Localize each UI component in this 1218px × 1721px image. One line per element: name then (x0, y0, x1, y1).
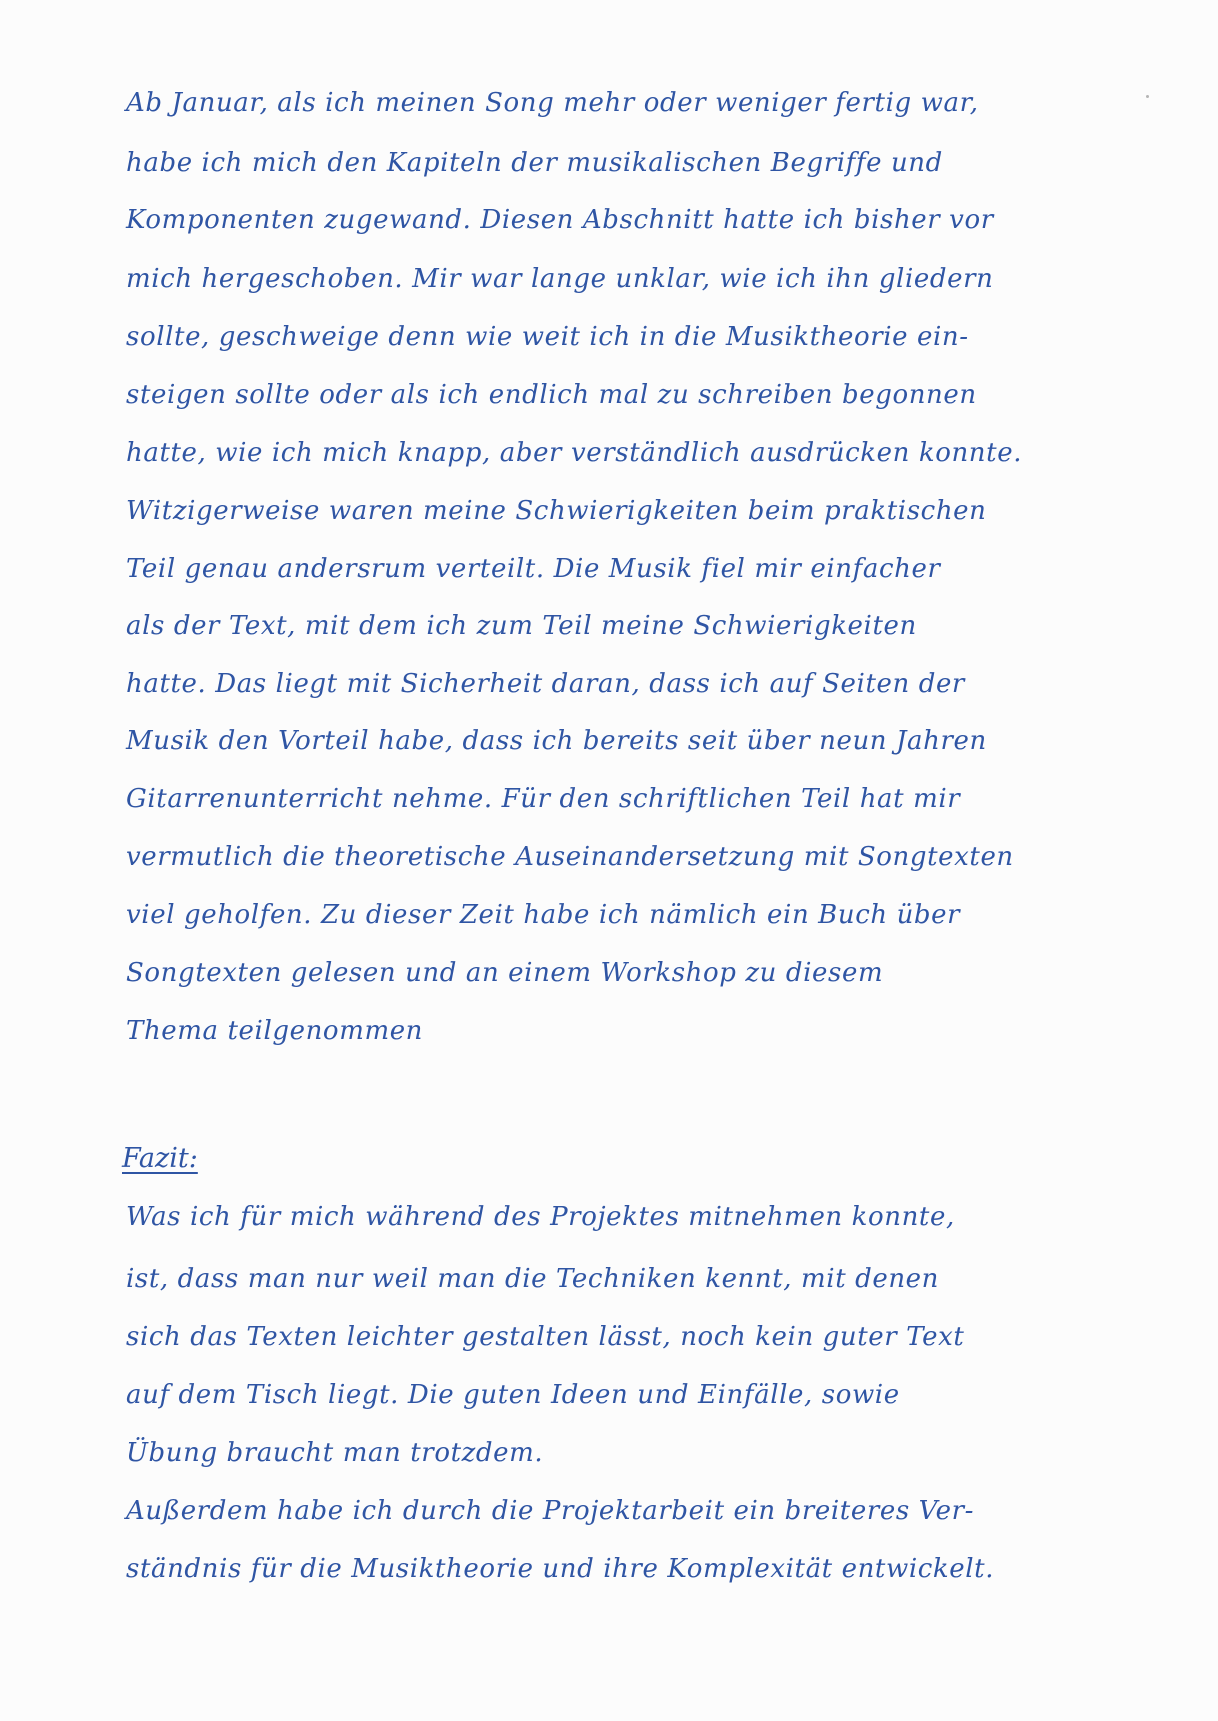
paragraph-2-line: Übung braucht man trotzdem. (126, 1438, 544, 1468)
paragraph-2-line: sich das Texten leichter gestalten lässt, noch kein guter Text (126, 1322, 965, 1352)
section-heading-fazit: Fazit: (122, 1143, 198, 1174)
paragraph-2-line: Außerdem habe ich durch die Projektarbeit ein breiteres Ver- (126, 1496, 975, 1526)
paragraph-2-line: ist, dass man nur weil man die Techniken kennt, mit denen (126, 1264, 940, 1294)
paragraph-1-line: Komponenten zugewand. Diesen Abschnitt hatte ich bisher vor (126, 205, 994, 235)
paragraph-1-line: sollte, geschweige denn wie weit ich in die Musiktheorie ein- (126, 322, 969, 352)
paragraph-1-line: Musik den Vorteil habe, dass ich bereits seit über neun Jahren (126, 726, 987, 756)
paragraph-1-line: habe ich mich den Kapiteln der musikalischen Begriffe und (126, 148, 943, 178)
paragraph-1-line: als der Text, mit dem ich zum Teil meine Schwierigkeiten (126, 611, 917, 641)
paragraph-1-line: Thema teilgenommen (126, 1016, 424, 1046)
paragraph-1-line: vermutlich die theoretische Auseinandersetzung mit Songtexten (126, 842, 1014, 872)
paragraph-1-line: Teil genau andersrum verteilt. Die Musik fiel mir einfacher (126, 554, 941, 584)
paragraph-1-line: hatte, wie ich mich knapp, aber verständlich ausdrücken konnte. (126, 438, 1023, 468)
paragraph-1-line: mich hergeschoben. Mir war lange unklar, wie ich ihn gliedern (126, 264, 994, 294)
paragraph-2-line: Was ich für mich während des Projektes mitnehmen konnte, (126, 1202, 955, 1232)
paragraph-1-line: Songtexten gelesen und an einem Workshop zu diesem (126, 958, 884, 988)
paragraph-1-line: hatte. Das liegt mit Sicherheit daran, dass ich auf Seiten der (126, 669, 965, 699)
paragraph-1-line: steigen sollte oder als ich endlich mal zu schreiben begonnen (126, 380, 977, 410)
paragraph-2-line: auf dem Tisch liegt. Die guten Ideen und Einfälle, sowie (126, 1380, 900, 1410)
paragraph-1-line: Gitarrenunterricht nehme. Für den schriftlichen Teil hat mir (126, 784, 961, 814)
paragraph-1-line: Witzigerweise waren meine Schwierigkeiten beim praktischen (126, 496, 987, 526)
paragraph-1-line: Ab Januar, als ich meinen Song mehr oder weniger fertig war, (126, 88, 979, 118)
paper-speck (1146, 95, 1149, 98)
paragraph-1-line: viel geholfen. Zu dieser Zeit habe ich nämlich ein Buch über (126, 900, 961, 930)
paragraph-2-line: ständnis für die Musiktheorie und ihre Komplexität entwickelt. (126, 1554, 995, 1584)
